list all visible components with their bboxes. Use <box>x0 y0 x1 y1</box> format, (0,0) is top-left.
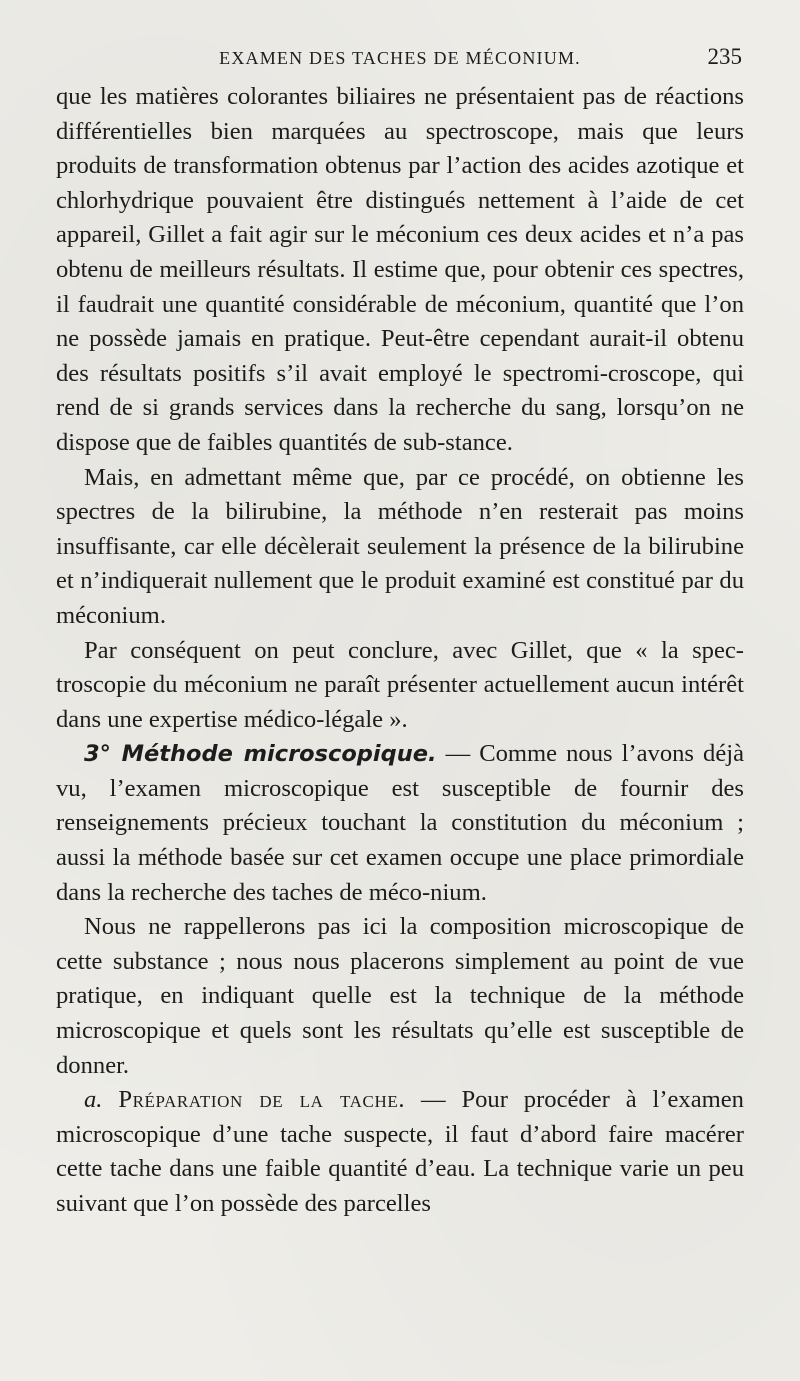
paragraph-methode-text: — Comme nous l’avons déjà vu, l’examen microscopique est susceptible de fournir des renseignements précieux touchant la constitution du méconium ; aussi la méthode basée sur cet examen occupe une place primordiale dans la recherche des taches de méco-nium. <box>56 740 744 906</box>
running-title: EXAMEN DES TACHES DE MÉCONIUM. <box>219 48 581 68</box>
paragraph-conclusion: Par conséquent on peut conclure, avec Gillet, que « la spec-troscopie du méconium ne paraît présenter actuellement aucun intérêt dans une expertise médico-légale ». <box>56 636 744 733</box>
paragraph-continuation: que les matières colorantes biliaires ne présentaient pas de réactions différentielles bien marquées au spectroscope, mais que leurs produits de transformation obtenus par l’action des acides azotique et chlorhydrique pouvaient être distingués nettement à l’aide de cet appareil, Gillet a fait agir sur le méconium ces deux acides et n’a pas obtenu de meilleurs résultats. Il estime que, pour obtenir ces spectres, il faudrait une quantité considérable de méconium, quantité que l’on ne possède jamais en pratique. Peut-être cependant aurait-il obtenu des résultats positifs s’il avait employé le spectromi-croscope, qui rend de si grands services dans la recherche du sang, lorsqu’on ne dispose que de faibles quantités de sub-stance. <box>56 83 744 456</box>
paragraph-methode-microscopique <box>56 737 744 910</box>
subsection-heading-preparation: Préparation de la tache. <box>118 1086 406 1114</box>
page-number: 235 <box>707 44 742 69</box>
subsection-label: a. <box>84 1086 103 1114</box>
paragraph-preparation-text: — Pour procéder à l’examen microscopique d’une tache suspecte, il faut d’abord faire macérer cette tache dans une faible quantité d’eau. La technique varie un peu suivant que l’on possède des parcelles <box>56 1086 744 1217</box>
paragraph-composition: Nous ne rappellerons pas ici la composition microscopique de cette substance ; nous nous placerons simplement au point de vue pratique, en indiquant quelle est la technique de la méthode microscopique et quels sont les résultats qu’elle est susceptible de donner. <box>56 913 744 1079</box>
page-header <box>56 40 744 74</box>
body-text <box>56 80 744 1222</box>
section-heading-methode-microscopique: 3° Méthode microscopique. <box>84 741 437 768</box>
paragraph-preparation <box>56 1083 744 1221</box>
paragraph-bilirubine: Mais, en admettant même que, par ce procédé, on obtienne les spectres de la bilirubine, la méthode n’en resterait pas moins insuffisante, car elle décèlerait seulement la présence de la bilirubine et n’indiquerait nullement que le produit examiné est constitué par du méconium. <box>56 463 744 629</box>
